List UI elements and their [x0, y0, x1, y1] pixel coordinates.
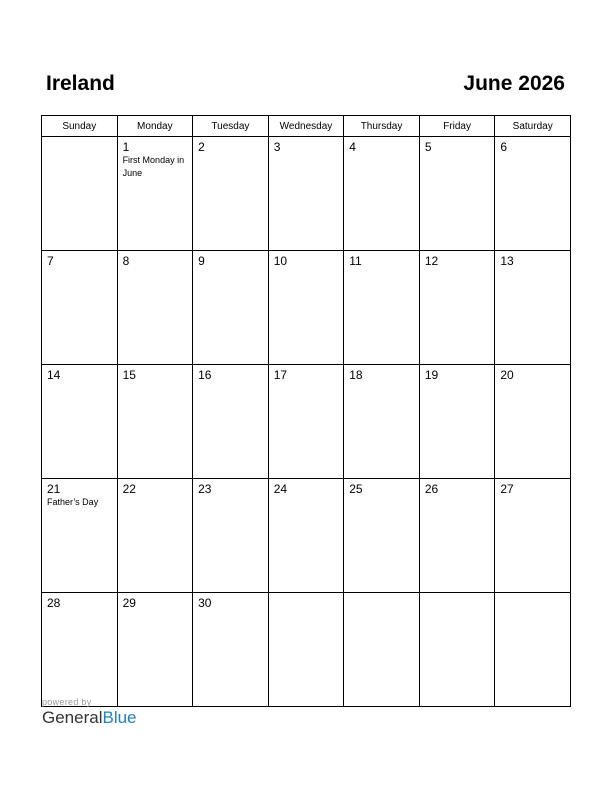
day-number: 19	[424, 368, 439, 382]
weekday-header: Thursday	[344, 116, 420, 137]
weekday-header-row	[42, 116, 571, 137]
day-number: 21	[47, 482, 61, 496]
day-cell	[193, 365, 269, 479]
day-number: 18	[349, 368, 363, 382]
day-cell	[117, 365, 193, 479]
day-cell	[344, 251, 420, 365]
holiday-label: First Monday in June	[122, 155, 185, 178]
footer	[42, 697, 137, 728]
day-cell	[193, 137, 269, 251]
weekday-header: Tuesday	[193, 116, 269, 137]
weekday-header: Wednesday	[268, 116, 344, 137]
brand-logo	[42, 708, 137, 728]
day-cell	[268, 137, 344, 251]
weekday-header: Sunday	[42, 116, 118, 137]
day-number: 13	[500, 254, 514, 268]
day-cell	[344, 593, 420, 707]
country-title: Ireland	[46, 72, 115, 95]
day-cell	[495, 137, 571, 251]
day-number: 1	[122, 140, 130, 154]
day-cell	[117, 593, 193, 707]
day-cell	[344, 479, 420, 593]
week-row	[42, 137, 571, 251]
day-number: 29	[122, 596, 136, 610]
day-cell	[419, 251, 495, 365]
brand-blue: Blue	[102, 708, 137, 727]
day-cell	[117, 137, 193, 251]
day-cell	[193, 593, 269, 707]
day-number: 28	[47, 596, 61, 610]
day-number: 11	[349, 254, 362, 268]
day-cell	[495, 479, 571, 593]
weekday-header: Saturday	[495, 116, 571, 137]
day-number: 7	[47, 254, 54, 268]
week-row	[42, 365, 571, 479]
day-cell	[268, 251, 344, 365]
calendar-grid	[41, 115, 571, 707]
month-year-title: June 2026	[463, 72, 565, 95]
day-number: 20	[500, 368, 514, 382]
week-row	[42, 479, 571, 593]
day-number: 30	[198, 596, 212, 610]
day-number: 10	[273, 254, 288, 268]
day-number: 26	[424, 482, 439, 496]
brand-general: General	[42, 708, 103, 727]
day-number: 16	[198, 368, 212, 382]
day-number: 6	[500, 140, 508, 154]
day-number: 15	[122, 368, 136, 382]
holiday-label: Father’s Day	[47, 497, 99, 507]
day-number: 14	[47, 368, 61, 382]
day-cell	[193, 251, 269, 365]
day-cell	[419, 593, 495, 707]
day-cell	[495, 365, 571, 479]
day-cell	[42, 593, 118, 707]
day-number: 27	[500, 482, 514, 496]
day-number: 5	[424, 140, 432, 154]
day-cell	[268, 479, 344, 593]
weekday-header: Friday	[419, 116, 495, 137]
day-number: 17	[273, 368, 288, 382]
day-cell	[495, 593, 571, 707]
day-cell	[42, 365, 118, 479]
day-number: 25	[349, 482, 363, 496]
calendar-body	[42, 137, 571, 707]
week-row	[42, 251, 571, 365]
day-number: 3	[273, 140, 281, 154]
day-cell	[344, 137, 420, 251]
day-cell	[117, 251, 193, 365]
day-cell	[344, 365, 420, 479]
day-cell	[419, 137, 495, 251]
day-cell	[193, 479, 269, 593]
day-cell	[117, 479, 193, 593]
day-number: 12	[424, 254, 439, 268]
day-number: 23	[198, 482, 212, 496]
powered-by-text: powered by	[42, 697, 92, 707]
day-number: 4	[349, 140, 356, 154]
weekday-header: Monday	[117, 116, 193, 137]
day-cell	[42, 479, 118, 593]
day-cell	[42, 137, 118, 251]
day-number: 24	[273, 482, 288, 496]
day-cell	[419, 479, 495, 593]
day-number: 22	[122, 482, 136, 496]
day-cell	[268, 593, 344, 707]
day-number: 2	[198, 140, 205, 154]
day-cell	[419, 365, 495, 479]
day-cell	[268, 365, 344, 479]
day-cell	[495, 251, 571, 365]
day-number: 8	[122, 254, 130, 268]
week-row	[42, 593, 571, 707]
day-number: 9	[198, 254, 205, 268]
day-cell	[42, 251, 118, 365]
